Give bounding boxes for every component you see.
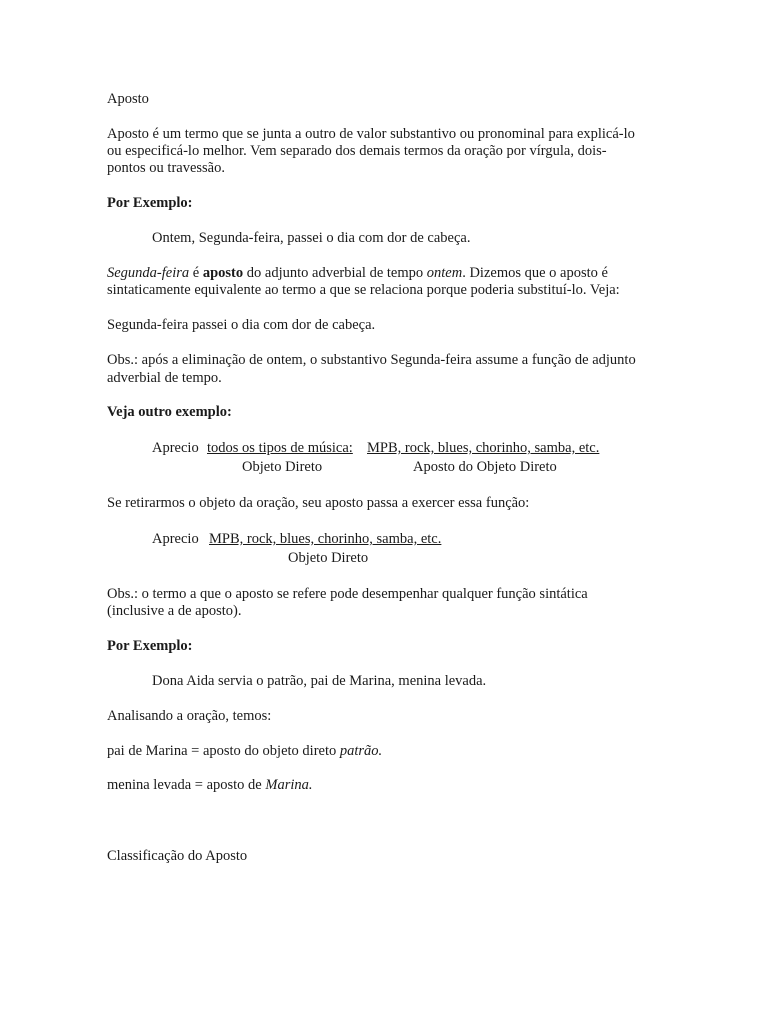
example-heading-1: Por Exemplo:	[107, 195, 193, 211]
example2-label-object: Objeto Direto	[242, 459, 323, 475]
example3-label: Objeto Direto	[288, 550, 369, 566]
intro-line-2: ou especificá-lo melhor. Vem separado dos demais termos da oração por vírgula, dois-	[107, 143, 607, 159]
obs2-line-1: Obs.: o termo a que o aposto se refere pode desempenhar qualquer função sintática	[107, 586, 588, 602]
example2-aposto: MPB, rock, blues, chorinho, samba, etc.	[367, 440, 600, 456]
example2-object: todos os tipos de música:	[207, 440, 353, 456]
example-sentence-4: Dona Aida servia o patrão, pai de Marina, menina levada.	[152, 673, 487, 689]
intro-line-3: pontos ou travessão.	[107, 160, 225, 176]
explanation-line-1	[107, 264, 608, 282]
explanation-mid: do adjunto adverbial de tempo	[243, 265, 427, 281]
explanation-e: é	[189, 265, 203, 281]
section-title: Classificação do Aposto	[107, 848, 248, 864]
explanation-term: Segunda-feira	[107, 265, 190, 281]
example-heading-2: Veja outro exemplo:	[107, 404, 232, 420]
analysis1-text: pai de Marina = aposto do objeto direto	[107, 743, 340, 759]
example-sentence-1: Ontem, Segunda-feira, passei o dia com dor de cabeça.	[152, 230, 471, 246]
analysis-intro: Analisando a oração, temos:	[107, 708, 272, 724]
page-title: Aposto	[107, 91, 149, 107]
intro-line-1: Aposto é um termo que se junta a outro de valor substantivo ou pronominal para explicá-lo	[107, 126, 635, 142]
explanation-line-2: sintaticamente equivalente ao termo a que se relaciona porque poderia substituí-lo. Veja:	[107, 282, 620, 298]
explanation-ontem: ontem	[426, 265, 463, 281]
obs2-line-2: (inclusive a de aposto).	[107, 603, 242, 619]
example2-verb: Aprecio	[152, 440, 199, 456]
analysis1-term: patrão.	[339, 743, 383, 759]
explanation-rest: . Dizemos que o aposto é	[462, 265, 608, 281]
explanation-aposto: aposto	[202, 265, 244, 281]
example3-object: MPB, rock, blues, chorinho, samba, etc.	[209, 531, 442, 547]
analysis-line-2	[107, 776, 313, 794]
example-heading-3: Por Exemplo:	[107, 638, 193, 654]
obs1-line-1: Obs.: após a eliminação de ontem, o substantivo Segunda-feira assume a função de adjunto	[107, 352, 636, 368]
analysis2-text: menina levada = aposto de	[107, 777, 266, 793]
remove-sentence: Se retirarmos o objeto da oração, seu aposto passa a exercer essa função:	[107, 495, 530, 511]
analysis-line-1	[107, 742, 382, 760]
example3-verb: Aprecio	[152, 531, 199, 547]
substituted-sentence: Segunda-feira passei o dia com dor de cabeça.	[107, 317, 376, 333]
analysis2-term: Marina.	[265, 777, 313, 793]
example2-label-aposto: Aposto do Objeto Direto	[413, 459, 557, 475]
obs1-line-2: adverbial de tempo.	[107, 370, 222, 386]
